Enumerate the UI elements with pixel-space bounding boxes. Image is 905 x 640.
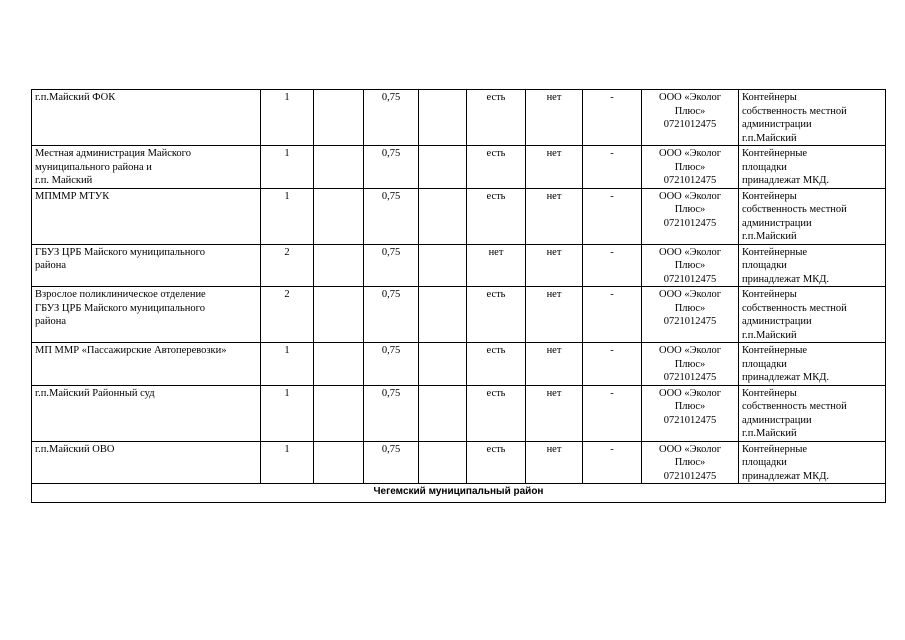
- table-row: [32, 343, 886, 386]
- ownership-note-cell-line: Контейнеры: [742, 289, 797, 300]
- ownership-note-cell-line: г.п.Майский: [742, 428, 797, 439]
- empty-cell: [314, 146, 364, 189]
- organization-name-cell-line: Взрослое поликлиническое отделение: [35, 289, 206, 300]
- dash-cell: -: [583, 146, 642, 189]
- empty-cell: [419, 287, 467, 343]
- ownership-note-cell: [739, 146, 886, 189]
- operator-cell: [642, 146, 739, 189]
- organization-name-cell-line: района: [35, 260, 67, 271]
- section-row: [32, 484, 886, 503]
- ownership-note-cell: [739, 287, 886, 343]
- availability-cell: есть: [467, 385, 526, 441]
- container-count-cell: 1: [261, 90, 314, 146]
- availability-cell: нет: [467, 244, 526, 287]
- organization-name-cell-line: г.п.Майский Районный суд: [35, 387, 155, 399]
- empty-cell: [314, 287, 364, 343]
- empty-cell: [314, 90, 364, 146]
- ownership-note-cell-line: площадки: [742, 358, 787, 370]
- organization-name-cell-line: района: [35, 316, 67, 327]
- operator-cell-line: Плюс»: [674, 204, 706, 215]
- container-count-cell: 1: [261, 188, 314, 244]
- operator-cell-line: Плюс»: [674, 401, 706, 412]
- ownership-note-cell-line: собственность местной: [742, 401, 847, 412]
- organization-name-cell: [32, 441, 261, 484]
- organization-name-cell-line: ГБУЗ ЦРБ Майского муниципального: [35, 302, 205, 314]
- operator-cell-line: ООО «Эколог: [658, 345, 722, 356]
- organization-name-cell-line: Местная администрация Майского: [35, 148, 191, 159]
- availability-cell: есть: [467, 441, 526, 484]
- container-volume-cell: 0,75: [364, 244, 419, 287]
- ownership-note-cell: [739, 244, 886, 287]
- operator-cell-line: 0721012475: [663, 316, 717, 327]
- ownership-note-cell: [739, 385, 886, 441]
- ownership-note-cell-line: Контейнерные: [742, 148, 808, 159]
- empty-cell: [419, 343, 467, 386]
- organization-name-cell: [32, 343, 261, 386]
- empty-cell: [314, 441, 364, 484]
- ownership-note-cell: [739, 90, 886, 146]
- organization-name-cell: [32, 188, 261, 244]
- container-count-cell: 2: [261, 244, 314, 287]
- organization-name-cell: [32, 287, 261, 343]
- operator-cell-line: Плюс»: [674, 302, 706, 314]
- section-title: Чегемский муниципальный район: [32, 484, 886, 503]
- operator-cell-line: Плюс»: [674, 358, 706, 370]
- dash-cell: -: [583, 188, 642, 244]
- container-count-cell: 1: [261, 343, 314, 386]
- operator-cell: [642, 385, 739, 441]
- ownership-note-cell-line: администрации: [742, 217, 812, 229]
- ownership-note-cell-line: площадки: [742, 260, 787, 271]
- container-volume-cell: 0,75: [364, 385, 419, 441]
- ownership-note-cell-line: собственность местной: [742, 302, 847, 314]
- empty-cell: [314, 244, 364, 287]
- availability-cell: есть: [467, 188, 526, 244]
- operator-cell-line: Плюс»: [674, 260, 706, 271]
- table-row: [32, 244, 886, 287]
- availability-cell: есть: [467, 287, 526, 343]
- ownership-note-cell-line: площадки: [742, 161, 787, 173]
- ownership-note-cell-line: собственность местной: [742, 105, 847, 117]
- ownership-note-cell-line: Контейнеры: [742, 92, 797, 103]
- table-row: [32, 385, 886, 441]
- operator-cell-line: ООО «Эколог: [658, 148, 722, 159]
- organization-name-cell: [32, 244, 261, 287]
- status-cell: нет: [526, 441, 583, 484]
- organization-name-cell: [32, 90, 261, 146]
- organization-name-cell-line: МП ММР «Пассажирские Автоперевозки»: [35, 345, 227, 356]
- operator-cell-line: 0721012475: [663, 372, 717, 383]
- container-volume-cell: 0,75: [364, 146, 419, 189]
- empty-cell: [314, 188, 364, 244]
- table-row: [32, 188, 886, 244]
- ownership-note-cell-line: собственность местной: [742, 204, 847, 215]
- empty-cell: [419, 146, 467, 189]
- status-cell: нет: [526, 287, 583, 343]
- ownership-note-cell-line: Контейнерные: [742, 443, 808, 455]
- status-cell: нет: [526, 90, 583, 146]
- operator-cell-line: ООО «Эколог: [658, 289, 722, 300]
- dash-cell: -: [583, 90, 642, 146]
- operator-cell: [642, 90, 739, 146]
- operator-cell: [642, 441, 739, 484]
- availability-cell: есть: [467, 343, 526, 386]
- container-volume-cell: 0,75: [364, 188, 419, 244]
- operator-cell-line: Плюс»: [674, 105, 706, 117]
- dash-cell: -: [583, 385, 642, 441]
- operator-cell-line: 0721012475: [663, 175, 717, 186]
- operator-cell-line: 0721012475: [663, 119, 717, 130]
- ownership-note-cell: [739, 441, 886, 484]
- ownership-note-cell-line: администрации: [742, 119, 812, 130]
- organization-name-cell-line: г.п.Майский ФОК: [35, 92, 116, 103]
- container-volume-cell: 0,75: [364, 90, 419, 146]
- organization-name-cell-line: г.п.Майский ОВО: [35, 443, 115, 455]
- container-volume-cell: 0,75: [364, 441, 419, 484]
- ownership-note-cell-line: администрации: [742, 414, 812, 426]
- dash-cell: -: [583, 244, 642, 287]
- operator-cell-line: ООО «Эколог: [658, 443, 722, 455]
- status-cell: нет: [526, 244, 583, 287]
- organization-name-cell: [32, 146, 261, 189]
- operator-cell-line: 0721012475: [663, 273, 717, 285]
- container-count-cell: 1: [261, 146, 314, 189]
- availability-cell: есть: [467, 90, 526, 146]
- waste-container-table: [31, 89, 886, 503]
- ownership-note-cell-line: г.п.Майский: [742, 231, 797, 242]
- table-body: [32, 90, 886, 503]
- organization-name-cell: [32, 385, 261, 441]
- empty-cell: [419, 244, 467, 287]
- table-row: [32, 441, 886, 484]
- empty-cell: [314, 385, 364, 441]
- ownership-note-cell-line: администрации: [742, 316, 812, 327]
- status-cell: нет: [526, 188, 583, 244]
- operator-cell: [642, 244, 739, 287]
- ownership-note-cell-line: принадлежат МКД.: [742, 175, 829, 186]
- ownership-note-cell-line: принадлежат МКД.: [742, 372, 829, 383]
- operator-cell-line: ООО «Эколог: [658, 246, 722, 258]
- availability-cell: есть: [467, 146, 526, 189]
- organization-name-cell-line: ГБУЗ ЦРБ Майского муниципального: [35, 246, 205, 258]
- operator-cell-line: Плюс»: [674, 161, 706, 173]
- table-row: [32, 287, 886, 343]
- status-cell: нет: [526, 385, 583, 441]
- dash-cell: -: [583, 343, 642, 386]
- ownership-note-cell-line: г.п.Майский: [742, 132, 797, 144]
- empty-cell: [314, 343, 364, 386]
- ownership-note-cell-line: Контейнеры: [742, 190, 797, 202]
- ownership-note-cell: [739, 188, 886, 244]
- operator-cell-line: ООО «Эколог: [658, 92, 722, 103]
- operator-cell: [642, 188, 739, 244]
- operator-cell: [642, 343, 739, 386]
- ownership-note-cell-line: г.п.Майский: [742, 329, 797, 341]
- table-row: [32, 90, 886, 146]
- operator-cell-line: Плюс»: [674, 457, 706, 468]
- ownership-note-cell-line: принадлежат МКД.: [742, 470, 829, 482]
- ownership-note-cell-line: Контейнерные: [742, 246, 808, 258]
- empty-cell: [419, 188, 467, 244]
- ownership-note-cell-line: принадлежат МКД.: [742, 273, 829, 285]
- operator-cell-line: 0721012475: [663, 217, 717, 229]
- ownership-note-cell-line: Контейнеры: [742, 387, 797, 399]
- container-count-cell: 1: [261, 385, 314, 441]
- empty-cell: [419, 385, 467, 441]
- operator-cell-line: ООО «Эколог: [658, 387, 722, 399]
- operator-cell-line: ООО «Эколог: [658, 190, 722, 202]
- ownership-note-cell: [739, 343, 886, 386]
- container-volume-cell: 0,75: [364, 287, 419, 343]
- empty-cell: [419, 441, 467, 484]
- empty-cell: [419, 90, 467, 146]
- organization-name-cell-line: муниципального района и: [35, 161, 152, 173]
- container-count-cell: 2: [261, 287, 314, 343]
- ownership-note-cell-line: Контейнерные: [742, 345, 808, 356]
- ownership-note-cell-line: площадки: [742, 457, 787, 468]
- status-cell: нет: [526, 146, 583, 189]
- organization-name-cell-line: МПММР МТУК: [35, 190, 110, 202]
- table-row: [32, 146, 886, 189]
- organization-name-cell-line: г.п. Майский: [35, 175, 93, 186]
- container-count-cell: 1: [261, 441, 314, 484]
- dash-cell: -: [583, 287, 642, 343]
- status-cell: нет: [526, 343, 583, 386]
- dash-cell: -: [583, 441, 642, 484]
- container-volume-cell: 0,75: [364, 343, 419, 386]
- operator-cell-line: 0721012475: [663, 414, 717, 426]
- operator-cell: [642, 287, 739, 343]
- operator-cell-line: 0721012475: [663, 470, 717, 482]
